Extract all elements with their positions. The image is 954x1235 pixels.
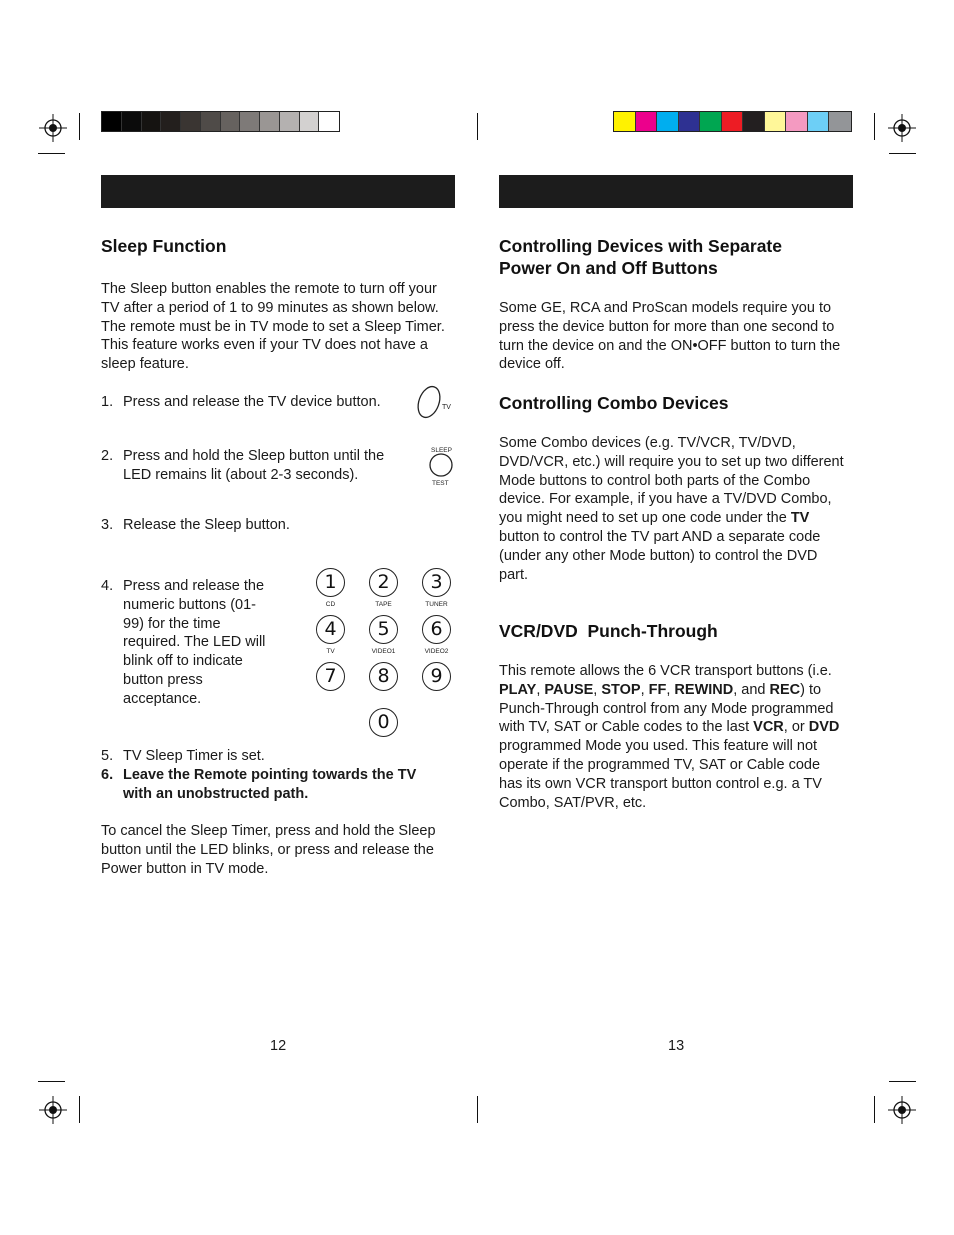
keypad-button-label: VIDEO1 (371, 648, 396, 655)
keypad-button-9: 9 (422, 662, 451, 691)
page-number-left: 12 (270, 1038, 287, 1054)
color-swatch (300, 112, 320, 131)
crop-mark (477, 1096, 478, 1123)
text-run: , (640, 681, 649, 698)
text-run-bold: TV (790, 510, 810, 527)
keypad-button-7: 7 (316, 662, 345, 691)
crop-mark (79, 1096, 80, 1123)
sleep-intro-paragraph: The Sleep button enables the remote to turn off your TV after a period of 1 to 99 minutes as shown below. The remote must be in TV mode to set a Sleep Timer. This feature works even if your TV does not have a sleep feature. (101, 281, 445, 373)
text-run-bold: FF (648, 681, 667, 698)
crop-mark (38, 1081, 65, 1082)
color-swatch (102, 112, 122, 131)
step-number: 4. (101, 578, 114, 594)
step-text: Leave the Remote pointing towards the TV with an unobstructed path. (123, 767, 417, 802)
step-text: Press and release the numeric buttons (01-99) for the time required. The LED will blink off to indicate button press acceptance. (123, 578, 266, 707)
crop-mark (889, 153, 916, 154)
heading-line: Controlling Devices with Separate (499, 236, 782, 256)
process-color-bar (613, 111, 852, 132)
color-swatch (280, 112, 300, 131)
left-header-bar (101, 175, 455, 208)
color-swatch (722, 112, 744, 131)
text-run: button to control the TV part AND a separate code (under any other Mode button) to control the DVD part. (499, 528, 821, 583)
color-swatch (743, 112, 765, 131)
combo-devices-paragraph (499, 434, 847, 584)
color-swatch (122, 112, 142, 131)
text-run-bold: PAUSE (544, 681, 594, 698)
text-run: , or (783, 719, 809, 736)
text-run-bold: DVD (808, 719, 840, 736)
keypad-button-5: 5 (369, 615, 398, 644)
crop-mark (38, 153, 65, 154)
keypad-button-6: 6 (422, 615, 451, 644)
color-swatch (700, 112, 722, 131)
keypad-button-0: 0 (369, 708, 398, 737)
step-number: 5. (101, 748, 114, 764)
color-swatch (240, 112, 260, 131)
color-swatch (786, 112, 808, 131)
keypad-button-3: 3 (422, 568, 451, 597)
color-swatch (829, 112, 851, 131)
color-swatch (808, 112, 830, 131)
step-text: Release the Sleep button. (123, 517, 290, 533)
keypad-button-label: VIDEO2 (424, 648, 449, 655)
text-run: ) to Punch-Through control from any Mode programmed with TV, SAT or Cable codes to the last (499, 681, 834, 736)
text-run: This remote allows the 6 VCR transport buttons (i.e. (499, 663, 832, 679)
punch-through-paragraph (499, 662, 847, 812)
text-run: , (666, 681, 675, 698)
crop-mark (79, 113, 80, 140)
separate-power-paragraph: Some GE, RCA and ProScan models require you to press the device button for more than one second to turn the device on and the ON•OFF button to turn the device off. (499, 300, 841, 373)
svg-text:TV: TV (442, 404, 451, 411)
crop-mark (889, 1081, 916, 1082)
color-swatch (614, 112, 636, 131)
text-run: , and (733, 681, 770, 698)
text-run: Some Combo devices (e.g. TV/VCR, TV/DVD, DVD/VCR, etc.) will require you to set up two different Mode buttons to control both parts of the Combo device. For example, if you have a TV/DVD Combo, you might need to set up one code under the (499, 435, 844, 527)
crop-mark (477, 113, 478, 140)
keypad-button-label: TUNER (425, 601, 448, 608)
heading-line: Power On and Off Buttons (499, 258, 718, 278)
registration-mark-icon (38, 113, 68, 143)
color-swatch (636, 112, 658, 131)
text-run: , (536, 681, 545, 698)
color-swatch (679, 112, 701, 131)
keypad-button-label: TV (326, 648, 335, 655)
sleep-function-heading: Sleep Function (101, 236, 227, 256)
color-swatch (142, 112, 162, 131)
step-number: 1. (101, 394, 114, 410)
color-swatch (201, 112, 221, 131)
keypad-button-4: 4 (316, 615, 345, 644)
text-run-bold: STOP (601, 681, 641, 698)
text-run-bold: REWIND (674, 681, 734, 698)
color-swatch (161, 112, 181, 131)
right-header-bar (499, 175, 853, 208)
step-number: 6. (101, 767, 114, 783)
svg-text:TEST: TEST (432, 480, 449, 487)
step-text: Press and hold the Sleep button until the LED remains lit (about 2-3 seconds). (123, 448, 385, 483)
text-run-bold: REC (769, 681, 801, 698)
color-swatch (765, 112, 787, 131)
text-run-bold: PLAY (499, 681, 537, 698)
registration-mark-icon (887, 1095, 917, 1125)
numeric-keypad (300, 562, 460, 742)
grayscale-color-bar (101, 111, 340, 132)
punch-through-heading: VCR/DVD Punch-Through (499, 621, 718, 641)
color-swatch (221, 112, 241, 131)
tv-button-icon (414, 383, 456, 421)
cancel-sleep-paragraph: To cancel the Sleep Timer, press and hold the Sleep button until the LED blinks, or press and release the Power button in TV mode. (101, 823, 436, 877)
keypad-button-2: 2 (369, 568, 398, 597)
keypad-button-8: 8 (369, 662, 398, 691)
step-number: 2. (101, 448, 114, 464)
step-number: 3. (101, 517, 114, 533)
separate-power-heading (499, 235, 853, 279)
text-run: programmed Mode you used. This feature will not operate if the programmed TV, SAT or Cable code has its own VCR transport button control e.g. a TV Combo, SAT/PVR, etc. (499, 738, 822, 811)
step-text: TV Sleep Timer is set. (123, 748, 265, 764)
text-run-bold: VCR (753, 719, 784, 736)
color-swatch (181, 112, 201, 131)
combo-devices-heading: Controlling Combo Devices (499, 393, 729, 413)
page-number-right: 13 (668, 1038, 685, 1054)
keypad-button-1: 1 (316, 568, 345, 597)
sleep-button-icon (424, 444, 458, 488)
keypad-button-label: TAPE (375, 601, 392, 608)
color-swatch (657, 112, 679, 131)
crop-mark (874, 1096, 875, 1123)
keypad-button-label: CD (325, 601, 336, 608)
text-run: , (593, 681, 602, 698)
color-swatch (319, 112, 339, 131)
crop-mark (874, 113, 875, 140)
color-swatch (260, 112, 280, 131)
registration-mark-icon (38, 1095, 68, 1125)
registration-mark-icon (887, 113, 917, 143)
step-text: Press and release the TV device button. (123, 394, 381, 410)
svg-text:SLEEP: SLEEP (431, 447, 452, 454)
